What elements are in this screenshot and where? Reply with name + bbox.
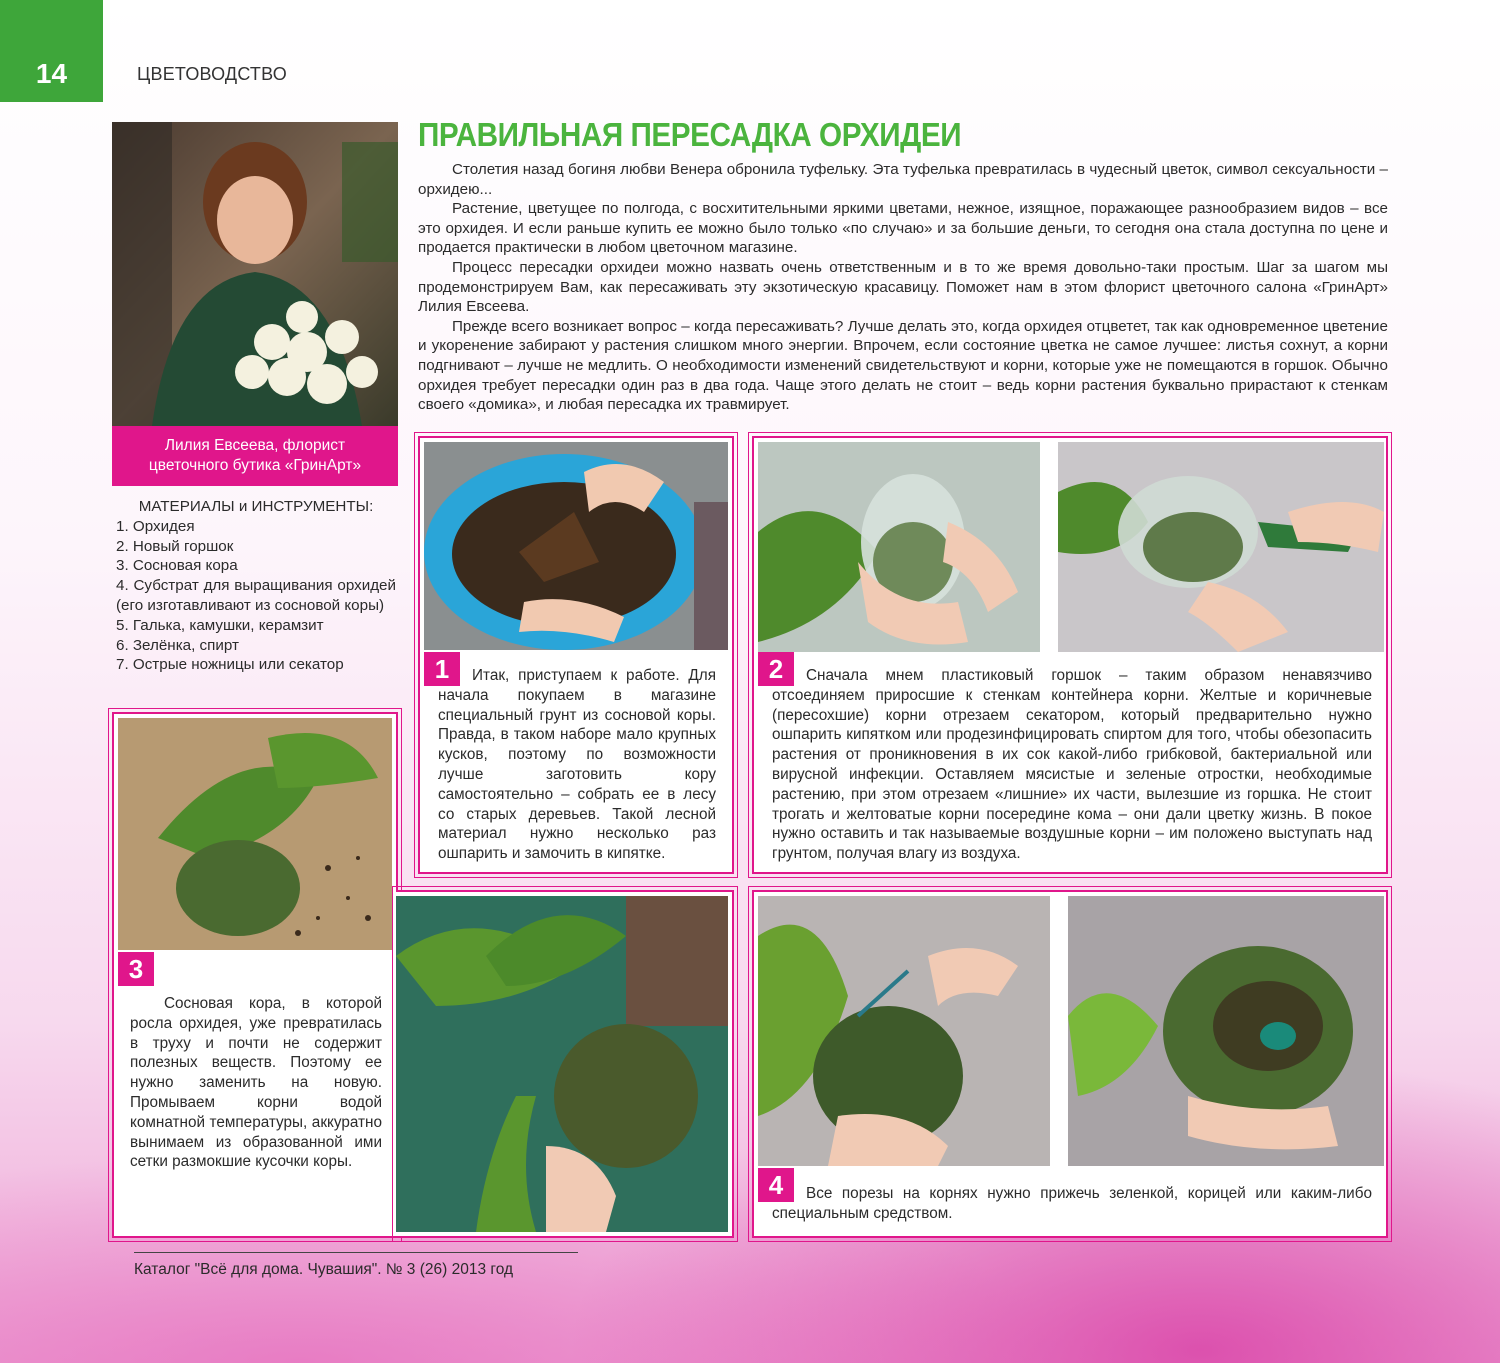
step-2-photo-a <box>758 442 1040 652</box>
materials-title: МАТЕРИАЛЫ и ИНСТРУМЕНТЫ: <box>138 498 374 515</box>
step-1-text: Итак, приступаем к работе. Для начала покупаем в магазине специальный грунт из сосновой коры. Правда, в таком наборе мало крупных кусков, поэтому по возможности лучше заготовить кору самостоятельно – собрать ее в лесу со старых деревьев. Такой лесной материал нужно несколько раз ошпарить и замочить в кипятке. <box>438 667 716 863</box>
footer-divider <box>134 1252 578 1253</box>
list-item: 5. Галька, камушки, керамзит <box>116 616 324 634</box>
step-4-photo-a <box>758 896 1050 1166</box>
step-2-text: Сначала мнем пластиковый горшок – таким образом ненавязчиво отсоединяем приросшие к стенкам контейнера корни. Желтые и коричневые (пересохшие) корни отрезаем секатором, который предварительно нужно ошпарить кипятком или продезинфицировать спиртом для того, чтобы обезопасить растения от проникновения в их сок какой-либо грибковой, бактериальной или вирусной инфекции. Оставляем мясистые и зеленые отростки, необходимые растению, при этом отрезаем «лишние» их части, вылезшие из горшка. Не стоит трогать и желтоватые корни посередине кома – они дали цветку жизнь. В покое нужно оставить и так называемые воздушные корни – им положено выступать над грунтом, получая влагу из воздуха. <box>772 667 1372 863</box>
step-3-text: Сосновая кора, в которой росла орхидея, уже превратилась в труху и почти не содержит полезных веществ. Поэтому ее нужно заменить на новую. Промываем корни водой комнатной температуры, аккуратно вынимаем из образованной ими сетки размокшие кусочки коры. <box>130 995 382 1171</box>
intro-paragraph: Столетия назад богиня любви Венера обронила туфельку. Эта туфелька превратилась в чудесный цветок, символ сексуальности – орхидею... <box>418 161 1388 198</box>
step-number: 4 <box>758 1168 794 1202</box>
portrait-photo <box>112 122 398 426</box>
caption-line: цветочного бутика «ГринАрт» <box>148 457 362 474</box>
step-3-box <box>112 712 398 1238</box>
list-item: 3. Сосновая кора <box>116 557 238 575</box>
step-number: 2 <box>758 652 794 686</box>
step-3-photo-b <box>396 896 728 1232</box>
step-3-box-extension <box>396 890 734 1238</box>
step-4-box <box>752 890 1388 1238</box>
list-item: 1. Орхидея <box>116 517 195 535</box>
portrait-caption <box>112 426 398 486</box>
article-intro <box>418 160 1388 415</box>
article-title: ПРАВИЛЬНАЯ ПЕРЕСАДКА ОРХИДЕИ <box>418 116 962 153</box>
step-2-photo-b <box>1058 442 1384 652</box>
list-item: 4. Субстрат для выращивания орхидей (его изготавливают из сосновой коры) <box>116 577 396 614</box>
page-number: 14 <box>0 0 103 102</box>
step-2-box <box>752 436 1388 874</box>
list-item: 6. Зелёнка, спирт <box>116 636 239 654</box>
intro-paragraph: Растение, цветущее по полгода, с восхитительными яркими цветами, нежное, изящное, поражающее разнообразием видов – все это орхидея. И если раньше купить ее можно было только «по случаю» и за большие деньги, то сегодня она стала доступна по цене и продается практически в любом цветочном магазине. <box>418 200 1388 257</box>
intro-paragraph: Процесс пересадки орхидеи можно назвать очень ответственным и в то же время довольно-таки простым. Шаг за шагом мы продемонстрируем Вам, как пересаживать эту экзотическую красавицу. Поможет нам в этом флорист цветочного салона «ГринАрт» Лилия Евсеева. <box>418 258 1388 316</box>
materials-list <box>116 497 396 675</box>
step-number: 1 <box>424 652 460 686</box>
step-3-photo-a <box>118 718 392 950</box>
section-label: ЦВЕТОВОДСТВО <box>137 64 287 84</box>
step-4-photo-b <box>1068 896 1384 1166</box>
step-number: 3 <box>118 952 154 986</box>
step-4-text: Все порезы на корнях нужно прижечь зеленкой, корицей или каким-либо специальным средством. <box>772 1185 1372 1222</box>
step-1-photo <box>424 442 728 650</box>
intro-paragraph: Прежде всего возникает вопрос – когда пересаживать? Лучше делать это, когда орхидея отцветет, так как одновременное цветение и укоренение забирают у растения слишком много энергии. Впрочем, если состояние цветка не самое лучшее: листья сохнут, а корни подгнивают – лучше не медлить. О необходимости изменений свидетельствуют и корни, которые уже не помещаются в горшок. Обычно орхидея требует пересадки один раз в два года. Чаще этого делать не стоит – ведь корни растения буквально прирастают к стенкам своего «домика», и любая пересадка их травмирует. <box>418 317 1388 414</box>
step-1-box <box>418 436 734 874</box>
list-item: 2. Новый горшок <box>116 537 234 555</box>
caption-line: Лилия Евсеева, флорист <box>164 437 346 454</box>
footer-text: Каталог "Всё для дома. Чувашия". № 3 (26) 2013 год <box>134 1261 514 1278</box>
list-item: 7. Острые ножницы или секатор <box>116 656 344 674</box>
